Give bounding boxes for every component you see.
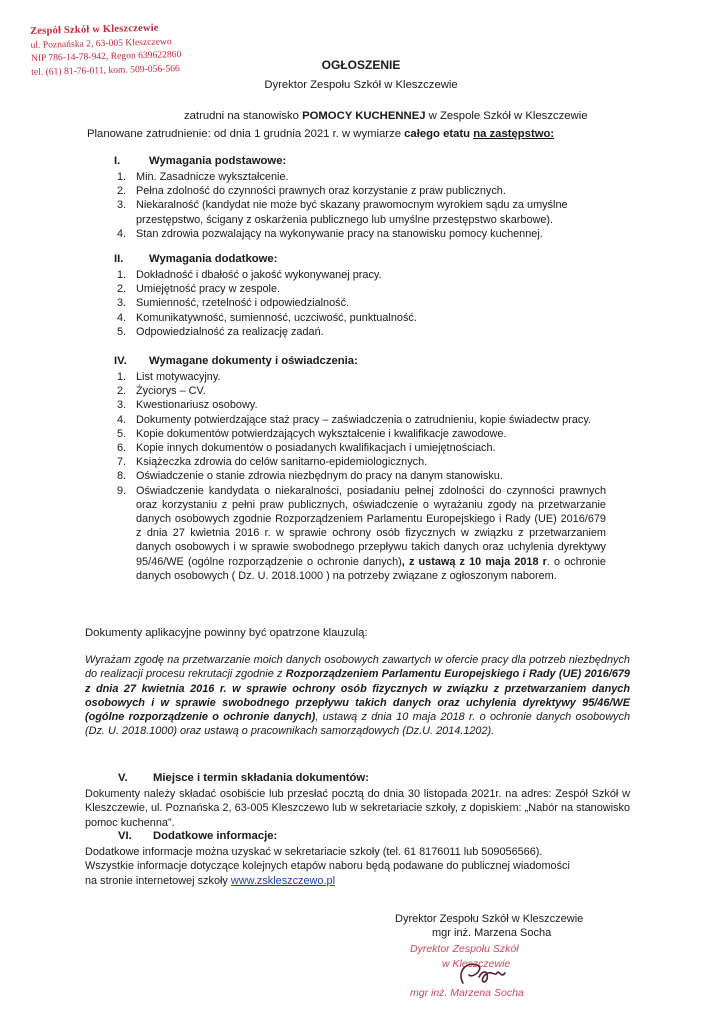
list-item <box>117 370 607 384</box>
section-5-number: V. <box>118 772 128 784</box>
item-number: 3. <box>117 297 127 310</box>
item-text: Stan zdrowia pozwalający na wykonywanie pracy na stanowisku pomocy kuchennej. <box>136 227 543 240</box>
stamp-line-3: NIP 786-14-78-942, Regon 639622860 <box>30 49 182 65</box>
section-1-title: Wymagania podstawowe: <box>149 155 287 167</box>
list-item <box>117 282 607 296</box>
section-4-heading <box>114 355 358 367</box>
item-text: Dokładność i dbałość o jakość wykonywanej pracy. <box>136 269 382 281</box>
document-subtitle: Dyrektor Zespołu Szkół w Kleszczewie <box>264 79 458 91</box>
hire-position: POMOCY KUCHENNEJ <box>302 110 426 122</box>
item-text: List motywacyjny. <box>136 371 221 383</box>
stamp-line-4: tel. (61) 81-76-011, kom. 509-056-566 <box>31 62 180 78</box>
section-1-list <box>117 170 607 241</box>
hire-line <box>184 110 588 122</box>
item-number: 2. <box>117 283 127 296</box>
section-2-number: II. <box>114 253 124 265</box>
list-item <box>117 198 607 226</box>
handwritten-signature-icon <box>455 955 515 995</box>
section-6-line-3 <box>85 874 630 888</box>
item-number: 7. <box>117 456 127 469</box>
list-item <box>117 384 607 398</box>
item-number: 4. <box>117 311 127 324</box>
list-item <box>117 184 607 198</box>
list-item <box>117 268 607 282</box>
section-2-title: Wymagania dodatkowe: <box>149 253 278 265</box>
item-number: 1. <box>117 269 127 281</box>
planned-underlined: na zastępstwo: <box>473 128 555 140</box>
clause-part-2: , ustawą z dnia 10 maja 2018 r. o ochronie danych osobowych (Dz. U. 2018.1000) oraz ustawą o pracownikach samorządowych (Dz.U. 2014.1202). <box>85 711 631 738</box>
list-item <box>117 484 606 583</box>
item-number: 4. <box>117 413 127 426</box>
section-6-text <box>85 845 630 888</box>
item-text: Kopie dokumentów potwierdzających wykształcenie i kwalifikacje zawodowe. <box>136 427 507 440</box>
director-stamp-line-2: w Kleszczewie <box>442 958 511 970</box>
section-6-heading <box>118 830 277 842</box>
hire-pre: zatrudni na stanowisko <box>184 110 303 122</box>
section-2-list <box>117 268 607 339</box>
signature-name: mgr inż. Marzena Socha <box>432 926 552 939</box>
item-text: Min. Zasadnicze wykształcenie. <box>136 171 289 183</box>
item-text: Oświadczenie o stanie zdrowia niezbędnym do pracy na danym stanowisku. <box>136 470 503 483</box>
section-6-title: Dodatkowe informacje: <box>153 830 278 842</box>
clause-intro: Dokumenty aplikacyjne powinny być opatrzone klauzulą: <box>85 627 368 639</box>
item-text: Odpowiedzialność za realizację zadań. <box>136 325 324 338</box>
item-number: 8. <box>117 470 127 483</box>
item-number: 3. <box>117 199 127 212</box>
item-number: 1. <box>117 171 127 183</box>
item-text: Kopie innych dokumentów o posiadanych kwalifikacjach i umiejętnościach. <box>136 442 496 455</box>
list-item <box>117 413 607 427</box>
item-text: Pełna zdolność do czynności prawnych oraz korzystanie z praw publicznych. <box>136 185 506 198</box>
director-stamp-line-3: mgr inż. Marzena Socha <box>410 987 524 999</box>
planned-line <box>87 128 554 140</box>
item-text: Umiejętność pracy w zespole. <box>136 283 281 296</box>
item-number: 5. <box>117 427 127 440</box>
item-number: 6. <box>117 442 127 455</box>
item-number: 1. <box>117 371 127 383</box>
item-number: 4. <box>117 227 127 240</box>
list-item <box>117 469 607 483</box>
item-text: Książeczka zdrowia do celów sanitarno-epidemiologicznych. <box>136 456 428 469</box>
item-text: Komunikatywność, sumienność, uczciwość, punktualność. <box>136 311 417 324</box>
item-text: Kwestionariusz osobowy. <box>136 399 258 412</box>
list-item <box>117 398 607 412</box>
item-9-text-b: , z ustawą z 10 maja 2018 r <box>401 555 547 568</box>
item-9-text-c: . o ochronie danych osobowych ( Dz. U. 2018.1000 ) na potrzeby związane z ogłoszonym naborem. <box>136 555 606 582</box>
item-text: Życiorys – CV. <box>136 385 206 398</box>
clause-bold: Rozporządzeniem Parlamentu Europejskiego i Rady (UE) 2016/679 z dnia 27 kwietnia 2016 r. w sprawie ochrony osób fizycznych w związku z przetwarzaniem danych osobowych i w sprawie swobodnego przepływu takich danych oraz uchylenia dyrektywy 95/46/WE (ogólne rozporządzenie o ochronie danych) <box>85 668 630 724</box>
section-1-heading <box>114 155 286 167</box>
list-item <box>117 227 607 241</box>
stamp-line-2: ul. Poznańska 2, 63-005 Kleszczewo <box>30 35 172 51</box>
planned-bold: całego etatu <box>404 128 471 140</box>
item-text: Dokumenty potwierdzające staż pracy – zaświadczenia o zatrudnieniu, kopie świadectw pracy. <box>136 413 592 426</box>
section-5-heading <box>118 772 369 784</box>
item-text: Sumienność, rzetelność i odpowiedzialność. <box>136 297 350 310</box>
section-6-number: VI. <box>118 830 132 842</box>
list-item <box>117 427 607 441</box>
section-5-title: Miejsce i termin składania dokumentów: <box>153 772 369 784</box>
signature-block <box>395 913 583 940</box>
consent-clause <box>85 653 630 739</box>
list-item <box>117 441 607 455</box>
list-item <box>117 325 607 339</box>
list-item <box>117 455 607 469</box>
list-item <box>117 296 607 310</box>
section-2-heading <box>114 253 277 265</box>
clause-part-1: Wyrażam zgodę na przetwarzanie moich danych osobowych zawartych w ofercie pracy dla potrzeb niezbędnych do realizacji procesu rekrutacji zgodnie z <box>85 654 630 681</box>
section-6-line-2: Wszystkie informacje dotyczące kolejnych etapów naboru będą podawane do publicznej wiadomości <box>85 860 570 873</box>
item-text: Niekaralność (kandydat nie może być skazany prawomocnym wyrokiem sądu za umyślne przestępstwo, ścigany z oskarżenia publicznego lub umyślne przestępstwo skarbowe). <box>136 199 568 226</box>
list-item <box>117 311 607 325</box>
item-number: 2. <box>117 185 127 198</box>
list-item <box>117 170 607 184</box>
item-number: 9. <box>117 484 127 497</box>
document-title: OGŁOSZENIE <box>321 58 401 72</box>
item-number: 3. <box>117 399 127 412</box>
hire-post: w Zespole Szkół w Kleszczewie <box>425 110 588 122</box>
planned-pre: Planowane zatrudnienie: od dnia 1 grudnia 2021 r. w wymiarze <box>87 128 405 140</box>
section-6-line-3-pre: na stronie internetowej szkoły <box>85 874 231 887</box>
section-4-list <box>117 370 607 583</box>
director-stamp-line-1: Dyrektor Zespołu Szkół <box>410 943 519 955</box>
section-1-number: I. <box>114 155 121 167</box>
item-number: 5. <box>117 325 127 338</box>
item-9-text-a: Oświadczenie kandydata o niekaralności, posiadaniu pełnej zdolności do czynności prawnych oraz korzystaniu z pełni praw publicznych, oświadczenie o wyrażaniu zgody na przetwarzanie danych osobowych zgodnie Rozporządzeniem Parlamentu Europejskiego i Rady (UE) 2016/679 z dnia 27 kwietnia 2016 r. w sprawie ochrony osób fizycznych w związku z przetwarzaniem danych osobowych i w sprawie swobodnego przepływu takich danych oraz uchylenia dyrektywy 95/46/WE (ogólne rozporządzenie o ochronie danych) <box>136 484 606 568</box>
school-website-link[interactable]: www.zskleszczewo.pl <box>230 874 335 887</box>
signature-role: Dyrektor Zespołu Szkół w Kleszczewie <box>395 913 584 925</box>
stamp-line-1: Zespół Szkół w Kleszczewie <box>30 22 159 37</box>
item-number: 2. <box>117 385 127 398</box>
section-5-text: Dokumenty należy składać osobiście lub przesłać pocztą do dnia 30 listopada 2021r. na adres: Zespół Szkół w Kleszczewie, ul. Poznańska 2, 63-005 Kleszczewo lub w sekretariacie szkoły, z dopiskiem: „Nabór na stanowisko pomoc kuchenna”. <box>85 788 630 829</box>
section-6-line-1: Dodatkowe informacje można uzyskać w sekretariacie szkoły (tel. 61 8176011 lub 509056566). <box>85 846 543 858</box>
section-4-title: Wymagane dokumenty i oświadczenia: <box>149 355 358 367</box>
section-4-number: IV. <box>114 355 127 367</box>
